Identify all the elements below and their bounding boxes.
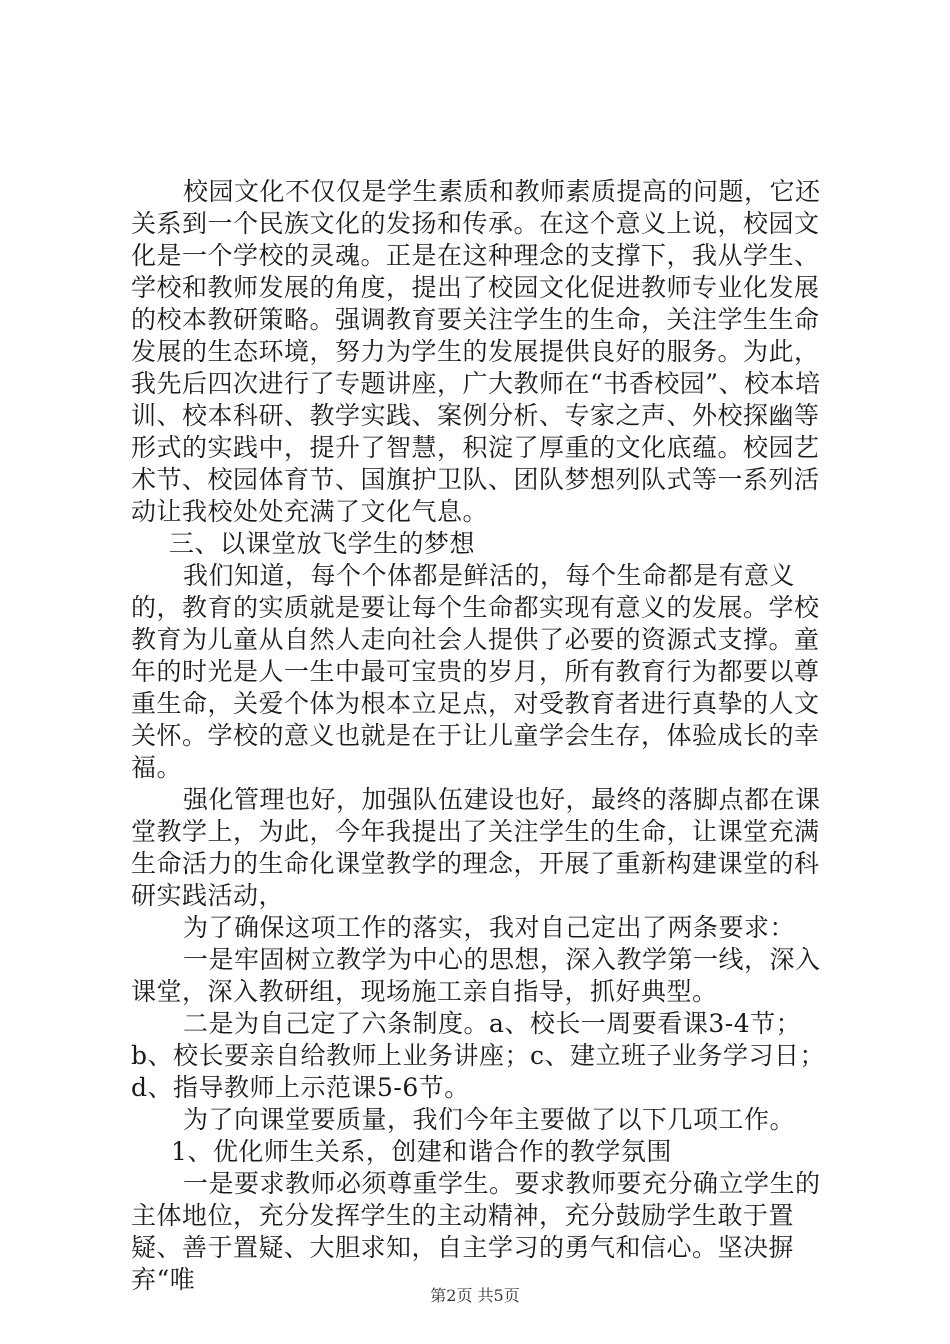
document-body — [131, 176, 843, 1296]
paragraph-classroom-teaching: 强化管理也好，加强队伍建设也好，最终的落脚点都在课堂教学上，为此，今年我提出了关注学生的生命，让课堂充满生命活力的生命化课堂教学的理念，开展了重新构建课堂的科研实践活动， — [131, 785, 821, 910]
paragraph-requirement-two: 二是为自己定了六条制度。a、校长一周要看课3-4节；b、校长要亲自给教师上业务讲座；c、建立班子业务学习日；d、指导教师上示范课5-6节。 — [131, 1009, 826, 1102]
paragraph-requirement-one: 一是牢固树立教学为中心的思想，深入教学第一线，深入课堂，深入教研组，现场施工亲自指导，抓好典型。 — [131, 945, 821, 1006]
paragraph-respect-students: 一是要求教师必须尊重学生。要求教师要充分确立学生的主体地位，充分发挥学生的主动精神，充分鼓励学生敢于置疑、善于置疑、大胆求知，自主学习的勇气和信心。坚决摒弃“唯 — [131, 1169, 821, 1294]
paragraph-education-essence: 我们知道，每个个体都是鲜活的，每个生命都是有意义的，教育的实质就是要让每个生命都实现有意义的发展。学校教育为儿童从自然人走向社会人提供了必要的资源式支撑。童年的时光是人一生中最可宝贵的岁月，所有教育行为都要以尊重生命，关爱个体为根本立足点，对受教育者进行真挚的人文关怀。学校的意义也就是在于让儿童学会生存，体验成长的幸福。 — [131, 561, 820, 782]
paragraph-campus-culture: 校园文化不仅仅是学生素质和教师素质提高的问题，它还关系到一个民族文化的发扬和传承。在这个意义上说，校园文化是一个学校的灵魂。正是在这种理念的支撑下，我从学生、学校和教师发展的角度，提出了校园文化促进教师专业化发展的校本教研策略。强调教育要关注学生的生命，关注学生生命发展的生态环境，努力为学生的发展提供良好的服务。为此，我先后四次进行了专题讲座，广大教师在“书香校园”、校本培训、校本科研、教学实践、案例分析、专家之声、外校探幽等形式的实践中，提升了智慧，积淀了厚重的文化底蕴。校园艺术节、校园体育节、国旗护卫队、团队梦想列队式等一系列活动让我校处处充满了文化气息。 — [131, 177, 821, 526]
paragraph-two-requirements: 为了确保这项工作的落实，我对自己定出了两条要求： — [183, 913, 796, 942]
section-heading: 三、以课堂放飞学生的梦想 — [169, 529, 476, 558]
subsection-heading: 1、优化师生关系，创建和谐合作的教学氛围 — [171, 1137, 672, 1166]
paragraph-quality-work: 为了向课堂要质量，我们今年主要做了以下几项工作。 — [183, 1105, 796, 1134]
page-number-footer: 第2页 共5页 — [430, 1286, 520, 1305]
